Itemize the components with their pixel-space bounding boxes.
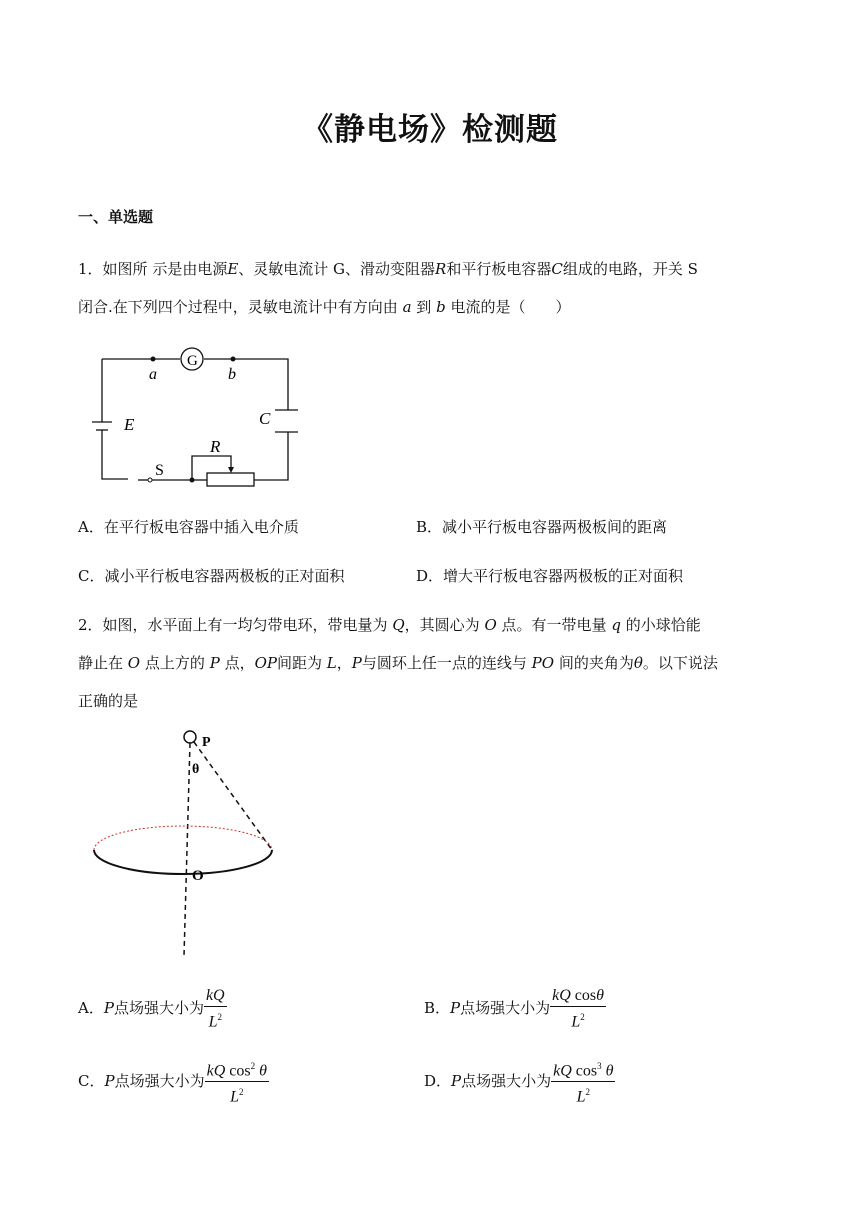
q1-option-a: A．在平行板电容器中插入电介质 bbox=[78, 518, 299, 536]
label-theta: θ bbox=[192, 762, 200, 777]
formula-d: $\frac{kQ \cos^3 \theta}{L^2}$ bbox=[551, 1056, 615, 1108]
circuit-diagram bbox=[88, 342, 298, 490]
formula-b: $\frac{\text{kQ cosθ}}{L^2}$ bbox=[552, 987, 604, 1031]
q2-option-b: B．P点场强大小为 $\frac{\text{kQ cosθ}}{L^2}$ bbox=[424, 987, 604, 1031]
label-C: C bbox=[259, 409, 271, 428]
label-b: b bbox=[228, 366, 236, 383]
question-2-text: 2．如图，水平面上有一均匀带电环，带电量为 Q，其圆心为 O 点。有一带电量 q 的小球恰能 静止在 O 点上方的 P 点，OP间距为 L，P与圆环上任一点的连线与 PO 间的夹角为θ。以下说法 正确的是 bbox=[78, 616, 718, 710]
q2-option-c: C．P点场强大小为 $\frac{kQ \cos^2 \theta}{L^2}$ bbox=[78, 1056, 269, 1108]
q1-option-b: B．减小平行板电容器两极板间的距离 bbox=[416, 518, 668, 536]
label-S: S bbox=[155, 462, 164, 479]
q2-option-d: D．P点场强大小为 $\frac{kQ \cos^3 \theta}{L^2}$ bbox=[424, 1056, 615, 1108]
label-R: R bbox=[210, 437, 221, 456]
label-O: O bbox=[192, 868, 204, 884]
label-a: a bbox=[149, 366, 157, 383]
charged-ring-diagram bbox=[88, 724, 288, 964]
label-P: P bbox=[202, 735, 211, 750]
q1-option-d: D．增大平行板电容器两极板的正对面积 bbox=[416, 567, 684, 585]
formula-c: $\frac{kQ \cos^2 \theta}{L^2}$ bbox=[205, 1056, 269, 1108]
page-title: 《静电场》检测题 bbox=[302, 112, 558, 148]
galvanometer-label: G bbox=[187, 353, 198, 369]
question-1-text: 1．如图所 示是由电源E、灵敏电流计 G、滑动变阻器R和平行板电容器C组成的电路，开关 S 闭合.在下列四个过程中，灵敏电流计中有方向由 a 到 b 电流的是（ ） bbox=[78, 260, 698, 316]
q1-option-c: C．减小平行板电容器两极板的正对面积 bbox=[78, 567, 345, 585]
formula-a: $\frac{kQ}{L^2}$ bbox=[205, 987, 225, 1031]
section-heading: 一、单选题 bbox=[78, 208, 154, 226]
label-E: E bbox=[124, 415, 135, 434]
q2-option-a: A．P点场强大小为 $\frac{kQ}{L^2}$ bbox=[78, 987, 225, 1031]
